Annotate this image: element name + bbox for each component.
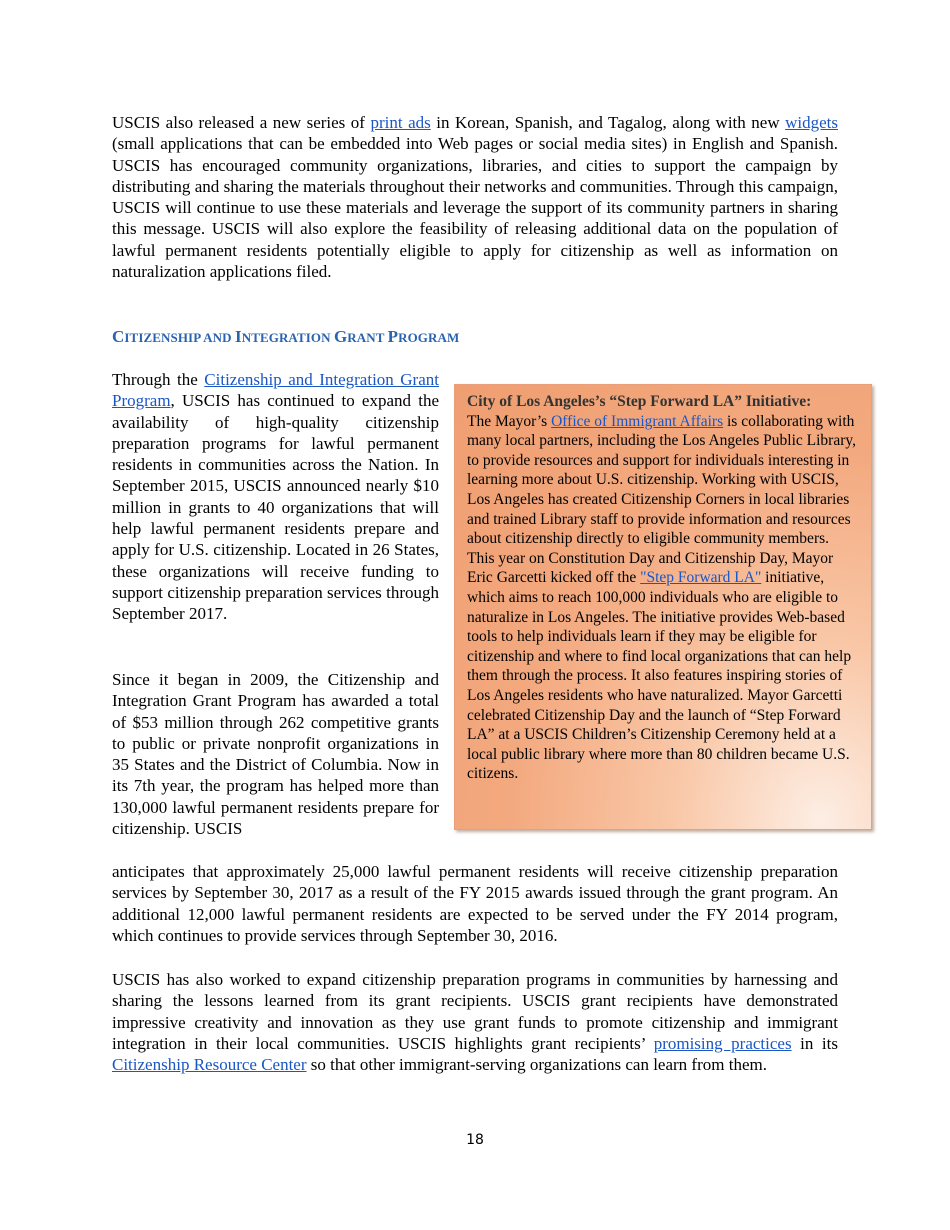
paragraph-text: in its: [791, 1033, 838, 1053]
sidebar-text: is collaborating with many local partners, including the Los Angeles Public Library, to provide resources and support for individuals interesting in learning more about U.S. citizenship. Working with USCIS, Los Angeles has created Citizenship Corners in local libraries and trained Library staff to provide information and resources about citizenship directly to eligible community members. This year on Constitution Day and Citizenship Day, Mayor Eric Garcetti kicked off the: [467, 412, 856, 587]
paragraph-text: , USCIS has continued to expand the availability of high-quality citizenship preparation programs for lawful permanent residents in communities across the Nation. In September 2015, USCIS announced nearly $10 million in grants to 40 organizations that will help lawful permanent residents prepare and apply for U.S. citizenship. Located in 26 States, these organizations will receive funding to support citizenship preparation services through September 2017.: [112, 391, 439, 624]
heading-cap: G: [333, 327, 348, 346]
office-immigrant-affairs-link[interactable]: Office of Immigrant Affairs: [551, 412, 724, 430]
paragraph-since-2009: Since it began in 2009, the Citizenship and Integration Grant Program has awarded a total of $53 million through 262 competitive grants to public or private nonprofit organizations in 35 States and the District of Columbia. Now in its 7th year, the program has helped more than 130,000 lawful permanent residents prepare for citizenship. USCIS: [112, 670, 439, 839]
citizenship-resource-center-link[interactable]: Citizenship Resource Center: [112, 1055, 307, 1075]
heading-cap: I: [234, 327, 242, 346]
sidebar-text: initiative, which aims to reach 100,000 individuals who are eligible to naturalize in Los Angeles. The initiative provides Web-based tools to help individuals learn if they may be eligible for citizenship and where to find local organizations that can help them through the process. It also features inspiring stories of Los Angeles residents who have naturalized. Mayor Garcetti celebrated Citizenship Day and the launch of “Step Forward LA” at a USCIS Children’s Citizenship Ceremony held at a local public library where more than 80 children became U.S. citizens.: [467, 569, 852, 783]
paragraph-text: USCIS has also worked to expand citizenship preparation programs in communities by harnessing and sharing the lessons learned from its grant recipients. USCIS grant recipients have demonstrated impressive creativity and innovation as they use grant funds to promote citizenship and immigrant integration in their local communities. USCIS highlights grant recipients’: [112, 970, 838, 1053]
sidebar-body: [467, 392, 859, 784]
paragraph-text: USCIS also released a new series of: [112, 113, 371, 132]
page-number: 18: [466, 1132, 484, 1148]
grant-program-link[interactable]: Citizenship and Integration Grant Program: [112, 370, 439, 411]
paragraph-text: (small applications that can be embedded into Web pages or social media sites) in English and Spanish. USCIS has encouraged community organizations, libraries, and cities to support the campaign by distributing and sharing the materials throughout their networks and communities. Through this campaign, USCIS will continue to use these materials and leverage the support of its community partners in sharing this message. USCIS will also explore the feasibility of releasing additional data on the population of lawful permanent residents potentially eligible to apply for citizenship as well as information on naturalization applications filed.: [112, 134, 838, 282]
sidebar-title: City of Los Angeles’s “Step Forward LA” Initiative:: [467, 393, 812, 410]
paragraph-promising-practices: [112, 969, 838, 1075]
paragraph-text: Through the: [112, 370, 205, 389]
sidebar-text: The Mayor’s: [467, 412, 552, 430]
heading-smallcaps: RANT: [347, 330, 388, 345]
heading-smallcaps: ITIZENSHIP AND: [124, 330, 235, 345]
paragraph-text: so that other immigrant-serving organizations can learn from them.: [306, 1055, 767, 1075]
paragraph-print-ads: [112, 112, 838, 282]
heading-cap: C: [112, 327, 125, 346]
heading-cap: P: [387, 327, 399, 346]
heading-smallcaps: ROGRAM: [398, 330, 460, 345]
promising-practices-link[interactable]: promising practices: [653, 1033, 792, 1053]
paragraph-anticipates: anticipates that approximately 25,000 lawful permanent residents will receive citizenship preparation services by September 30, 2017 as a result of the FY 2015 awards issued through the grant program. An additional 12,000 lawful permanent residents are expected to be served under the FY 2014 program, which continues to provide services through September 30, 2016.: [112, 862, 838, 945]
paragraph-text: in Korean, Spanish, and Tagalog, along with new: [430, 113, 786, 132]
step-forward-la-link[interactable]: "Step Forward LA": [640, 569, 762, 587]
paragraph-grant-program: [112, 369, 439, 625]
section-heading: [112, 327, 459, 347]
print-ads-link[interactable]: print ads: [370, 113, 431, 132]
heading-smallcaps: NTEGRATION: [241, 330, 334, 345]
widgets-link[interactable]: widgets: [785, 113, 838, 132]
step-forward-la-sidebar: [454, 384, 872, 830]
